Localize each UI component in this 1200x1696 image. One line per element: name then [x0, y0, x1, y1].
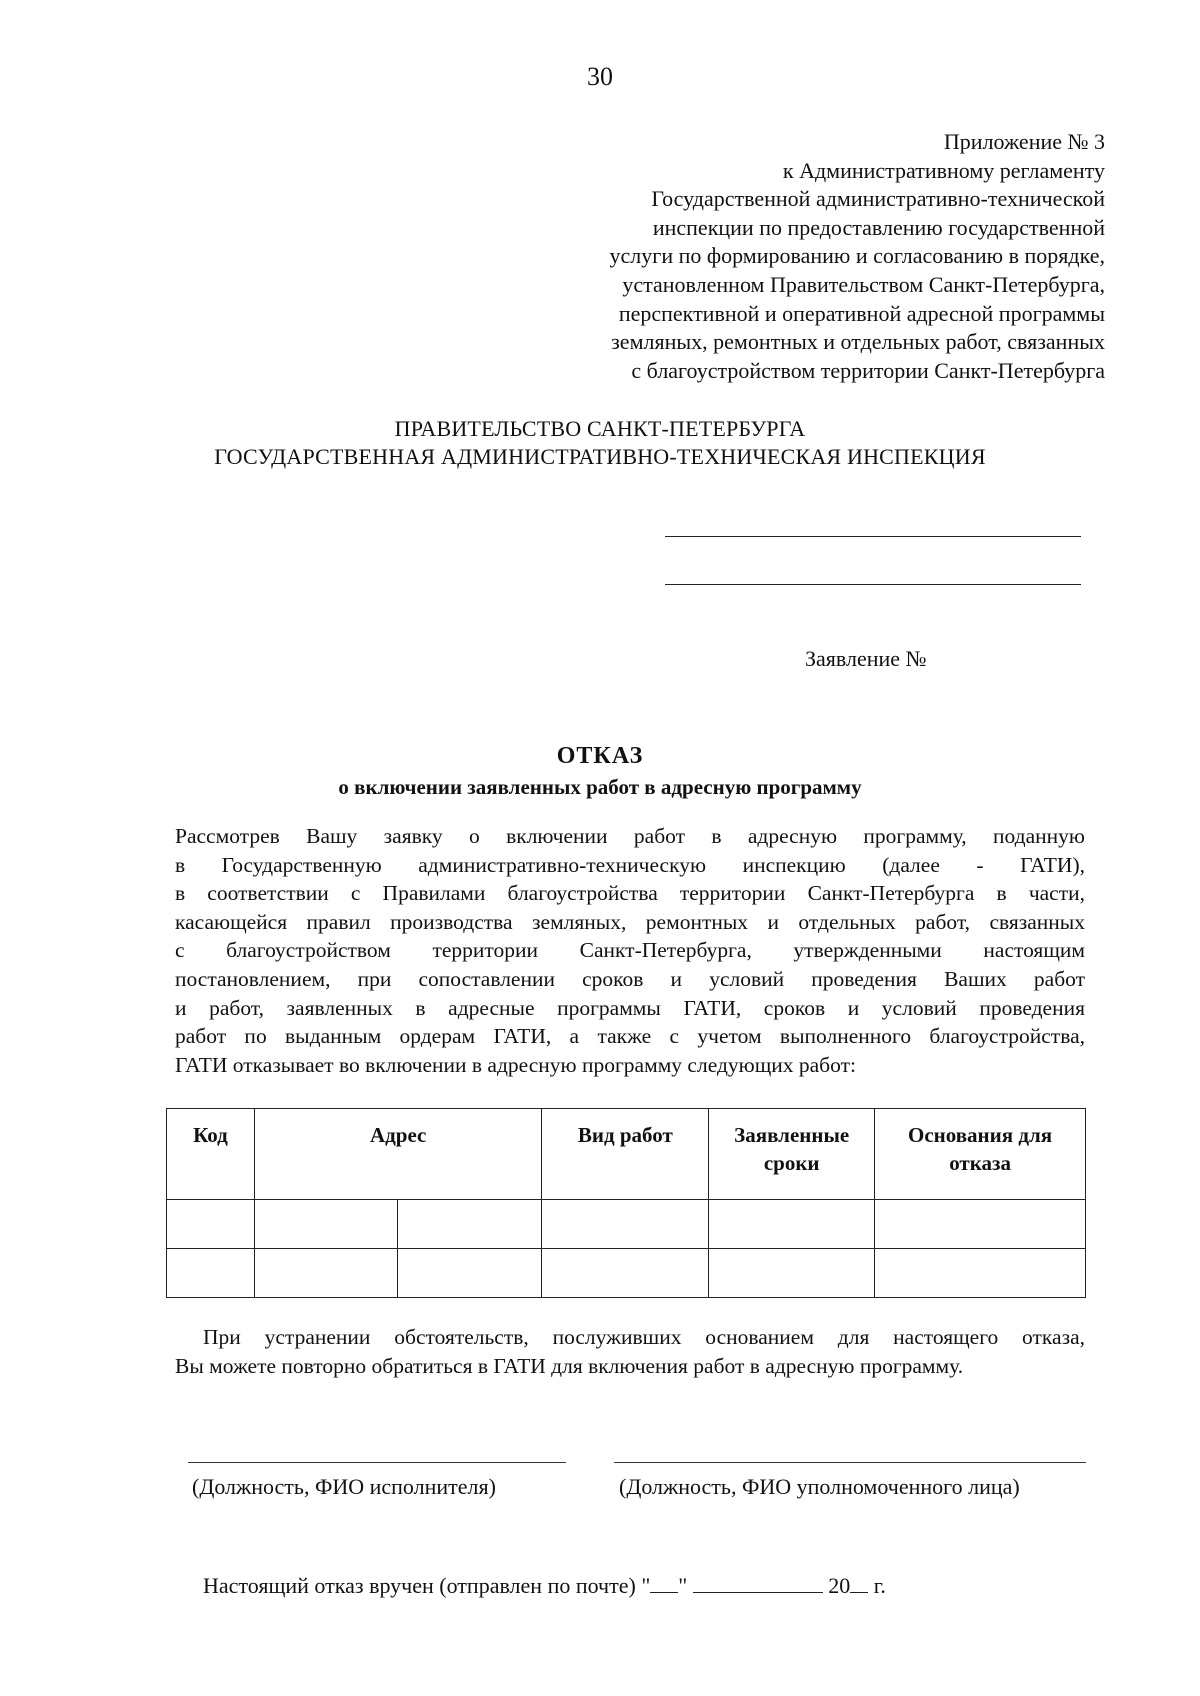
document-subtitle: о включении заявленных работ в адресную программу [338, 775, 862, 799]
application-number-label: Заявление № [805, 646, 927, 671]
appendix-line: к Административному регламенту [782, 157, 1105, 183]
delivery-prefix: Настоящий отказ вручен (отправлен по почте) " [203, 1573, 651, 1598]
table-row [167, 1200, 1086, 1249]
body-line: касающейся правил производства земляных, ремонтных и отдельных работ, связанных [175, 909, 1085, 934]
year-suffix: г. [873, 1573, 886, 1598]
header-code: Код [167, 1109, 255, 1200]
year-blank [850, 1574, 868, 1593]
appendix-block [505, 128, 1105, 385]
header-grounds: Основания для отказа [875, 1109, 1086, 1200]
body-line: работ по выданным ордерам ГАТИ, а также с учетом выполненного благоустройства, [175, 1024, 1085, 1049]
table-cell [254, 1200, 397, 1249]
refusal-body [175, 822, 1085, 1079]
delivery-line [203, 1573, 886, 1599]
appendix-line: Приложение № 3 [943, 129, 1105, 154]
table-header-row [167, 1109, 1086, 1200]
appendix-line: установленном Правительством Санкт-Петербурга, [622, 271, 1105, 297]
organization-header [0, 415, 1200, 471]
table-cell [875, 1249, 1086, 1298]
body-line: в Государственную административно-техническую инспекцию (далее - ГАТИ), [175, 852, 1085, 877]
body-line: Рассмотрев Вашу заявку о включении работ в адресную программу, поданную [175, 824, 1085, 848]
month-blank [693, 1574, 823, 1593]
authorized-signature-line [614, 1462, 1086, 1463]
day-blank [650, 1574, 678, 1593]
body-line: в соответствии с Правилами благоустройства территории Санкт-Петербурга в части, [175, 881, 1085, 906]
recipient-blank-line [665, 536, 1081, 537]
appendix-line: перспективной и оперативной адресной программы [618, 300, 1105, 326]
table-cell [709, 1249, 875, 1298]
closing-paragraph [175, 1323, 1085, 1381]
authorized-signature-caption: (Должность, ФИО уполномоченного лица) [619, 1474, 1020, 1499]
body-line: с благоустройством территории Санкт-Петербурга, утвержденными настоящим [175, 938, 1085, 963]
executor-signature-line [188, 1462, 566, 1463]
recipient-blank-line [665, 584, 1081, 585]
closing-line: Вы можете повторно обратиться в ГАТИ для включения работ в адресную программу. [175, 1354, 964, 1378]
appendix-line: услуги по формированию и согласованию в порядке, [609, 243, 1105, 269]
appendix-line: Государственной административно-технической [651, 186, 1105, 212]
body-line: и работ, заявленных в адресные программы ГАТИ, сроков и условий проведения [175, 995, 1085, 1020]
body-line: постановлением, при сопоставлении сроков и условий проведения Ваших работ [175, 966, 1085, 991]
table-cell [875, 1200, 1086, 1249]
table-cell [397, 1249, 542, 1298]
document-title: ОТКАЗ [556, 743, 644, 769]
page-number: 30 [587, 62, 613, 91]
table-cell [542, 1200, 709, 1249]
header-work-type: Вид работ [542, 1109, 709, 1200]
refusal-works-table [166, 1108, 1086, 1298]
table-row [167, 1249, 1086, 1298]
organization-line-government: ПРАВИТЕЛЬСТВО САНКТ-ПЕТЕРБУРГА [394, 416, 806, 441]
executor-signature-caption: (Должность, ФИО исполнителя) [192, 1474, 496, 1499]
table-cell [709, 1200, 875, 1249]
header-declared-terms: Заявленные сроки [709, 1109, 875, 1200]
body-line: ГАТИ отказывает во включении в адресную программу следующих работ: [175, 1052, 856, 1077]
table-cell [167, 1200, 255, 1249]
delivery-quote-close: " [678, 1573, 688, 1598]
organization-line-inspection: ГОСУДАРСТВЕННАЯ АДМИНИСТРАТИВНО-ТЕХНИЧЕСКАЯ ИНСПЕКЦИЯ [214, 444, 986, 469]
header-address: Адрес [254, 1109, 542, 1200]
closing-line: При устранении обстоятельств, послуживших основанием для настоящего отказа, [203, 1325, 1085, 1349]
table-cell [397, 1200, 542, 1249]
year-prefix: 20 [828, 1573, 851, 1598]
appendix-line: с благоустройством территории Санкт-Петербурга [631, 357, 1105, 383]
table-cell [542, 1249, 709, 1298]
table-cell [254, 1249, 397, 1298]
table-cell [167, 1249, 255, 1298]
appendix-line: инспекции по предоставлению государственной [652, 214, 1105, 240]
appendix-line: земляных, ремонтных и отдельных работ, связанных [611, 329, 1105, 355]
